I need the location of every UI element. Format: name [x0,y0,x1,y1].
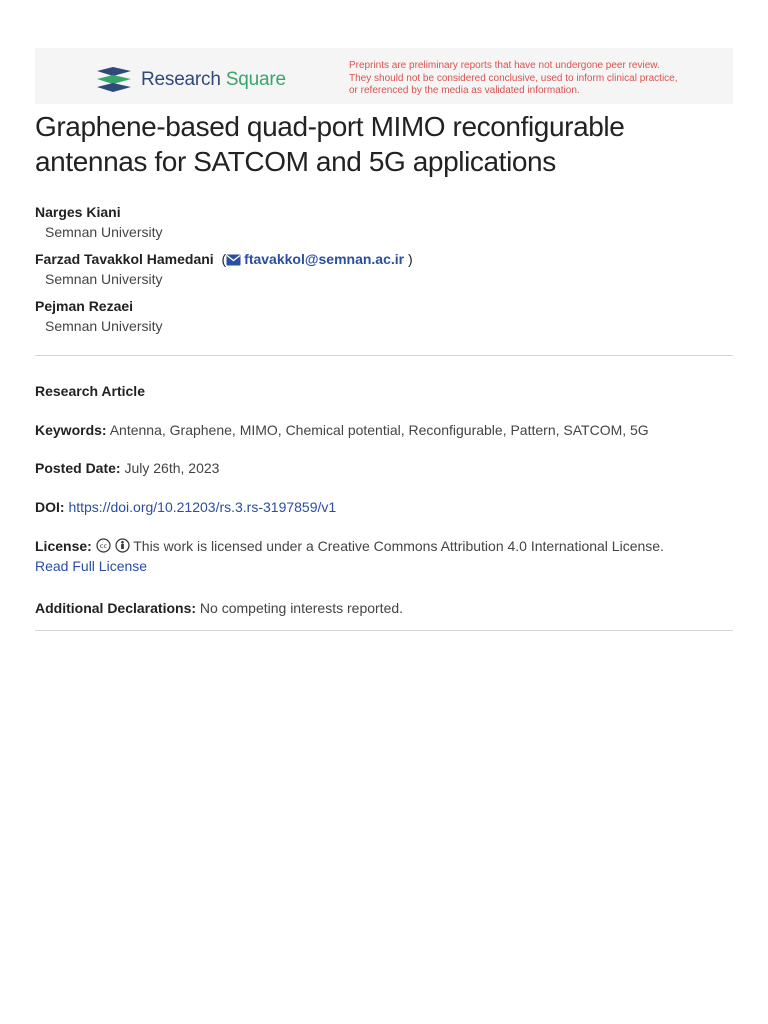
by-icon [115,538,130,553]
author-list [35,202,735,343]
paper-title: Graphene-based quad-port MIMO reconfigurable antennas for SATCOM and 5G applications [35,111,625,177]
svg-text:cc: cc [99,542,107,550]
posted-date-row: Posted Date: July 26th, 2023 [35,460,220,476]
divider [35,355,733,356]
doi-row: DOI: https://doi.org/10.21203/rs.3.rs-3197859/v1 [35,499,337,515]
keywords-value: Antenna, Graphene, MIMO, Chemical potential, Reconfigurable, Pattern, SATCOM, 5G [109,422,649,438]
doi-link[interactable]: https://doi.org/10.21203/rs.3.rs-3197859/v1 [68,499,337,515]
research-square-logo-icon [95,65,133,95]
author-name: Farzad Tavakkol Hamedani [35,251,214,267]
author-affiliation: Semnan University [45,271,163,287]
declarations-value: No competing interests reported. [199,600,404,616]
article-type: Research Article [35,383,145,399]
author-affiliation: Semnan University [45,224,163,240]
keywords-row: Keywords: Antenna, Graphene, MIMO, Chemical potential, Reconfigurable, Pattern, SATCOM, 5G [35,422,649,438]
declarations-row: Additional Declarations: No competing interests reported. [35,600,404,616]
disclaimer-line: Preprints are preliminary reports that have not undergone peer review. [349,60,660,71]
author-email-link[interactable]: ftavakkol@semnan.ac.ir [226,251,404,267]
author-name: Pejman Rezaei [35,298,134,314]
preprint-disclaimer [349,60,729,98]
preprint-banner [35,48,733,104]
disclaimer-line: They should not be considered conclusive, used to inform clinical practice, [349,72,678,84]
license-row: License: cc This work is licensed under a Creative Commons Attribution 4.0 International License. Read Full License [35,538,664,574]
research-square-logo[interactable] [95,65,286,95]
author-name-with-email: Farzad Tavakkol Hamedani ( ftavakkol@semnan.ac.ir ) [35,251,413,267]
disclaimer-line: or referenced by the media as validated information. [349,85,580,96]
cc-icon [96,538,111,553]
read-full-license-link[interactable]: Read Full License [35,558,148,574]
posted-date-value: July 26th, 2023 [124,460,220,476]
logo-wordmark: Research Square [141,69,286,90]
divider [35,630,733,631]
author-affiliation: Semnan University [45,318,163,334]
author-name: Narges Kiani [35,204,121,220]
license-text: This work is licensed under a Creative Commons Attribution 4.0 International License. [133,538,664,554]
envelope-icon [226,254,241,266]
